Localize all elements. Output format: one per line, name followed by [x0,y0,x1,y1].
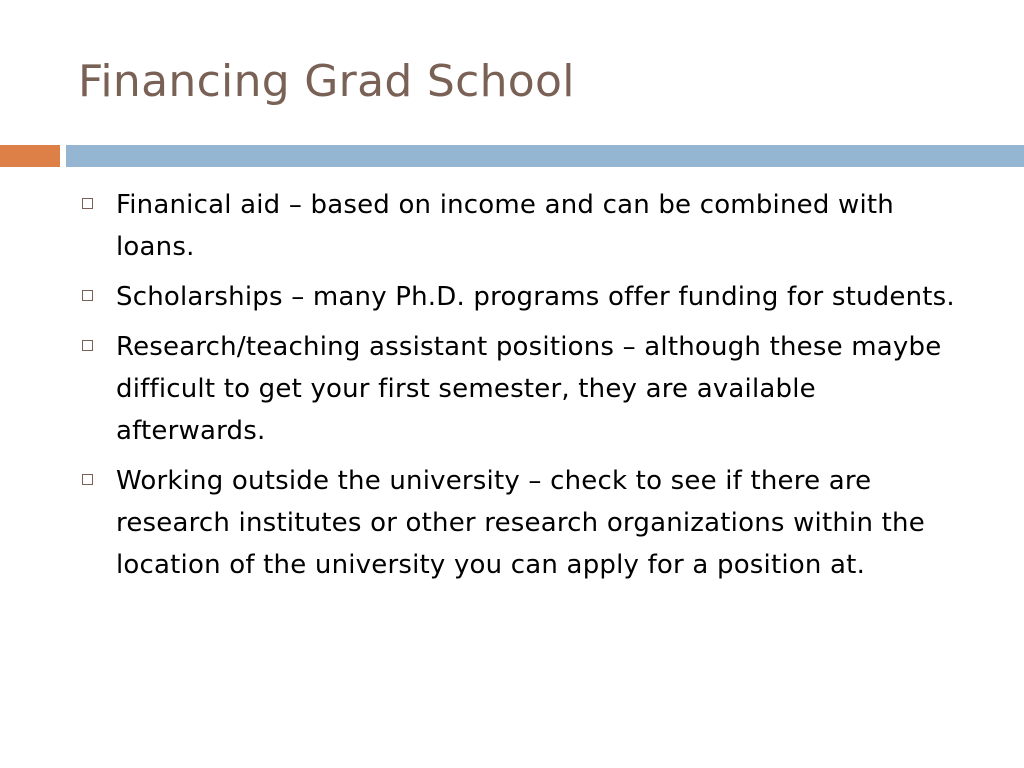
bullet-text: Scholarships – many Ph.D. programs offer funding for students. [116,282,955,312]
accent-bar-right [66,145,1024,167]
bullet-text: Research/teaching assistant positions – although these maybe difficult to get your first semester, they are available afterwards. [116,332,942,446]
accent-bar-left [0,145,60,167]
square-bullet-icon [82,198,93,209]
bullet-item-financial-aid [80,184,970,268]
bullet-text: Working outside the university – check to see if there are research institutes or other research organizations within the location of the university you can apply for a position at. [116,466,925,580]
square-bullet-icon [82,474,93,485]
bullet-item-assistant-positions [80,326,970,452]
bullet-list [80,184,970,594]
bullet-text: Finanical aid – based on income and can be combined with loans. [116,190,894,262]
slide-title: Financing Grad School [78,56,575,107]
bullet-item-working-outside [80,460,970,586]
bullet-item-scholarships [80,276,970,318]
square-bullet-icon [82,340,93,351]
square-bullet-icon [82,290,93,301]
